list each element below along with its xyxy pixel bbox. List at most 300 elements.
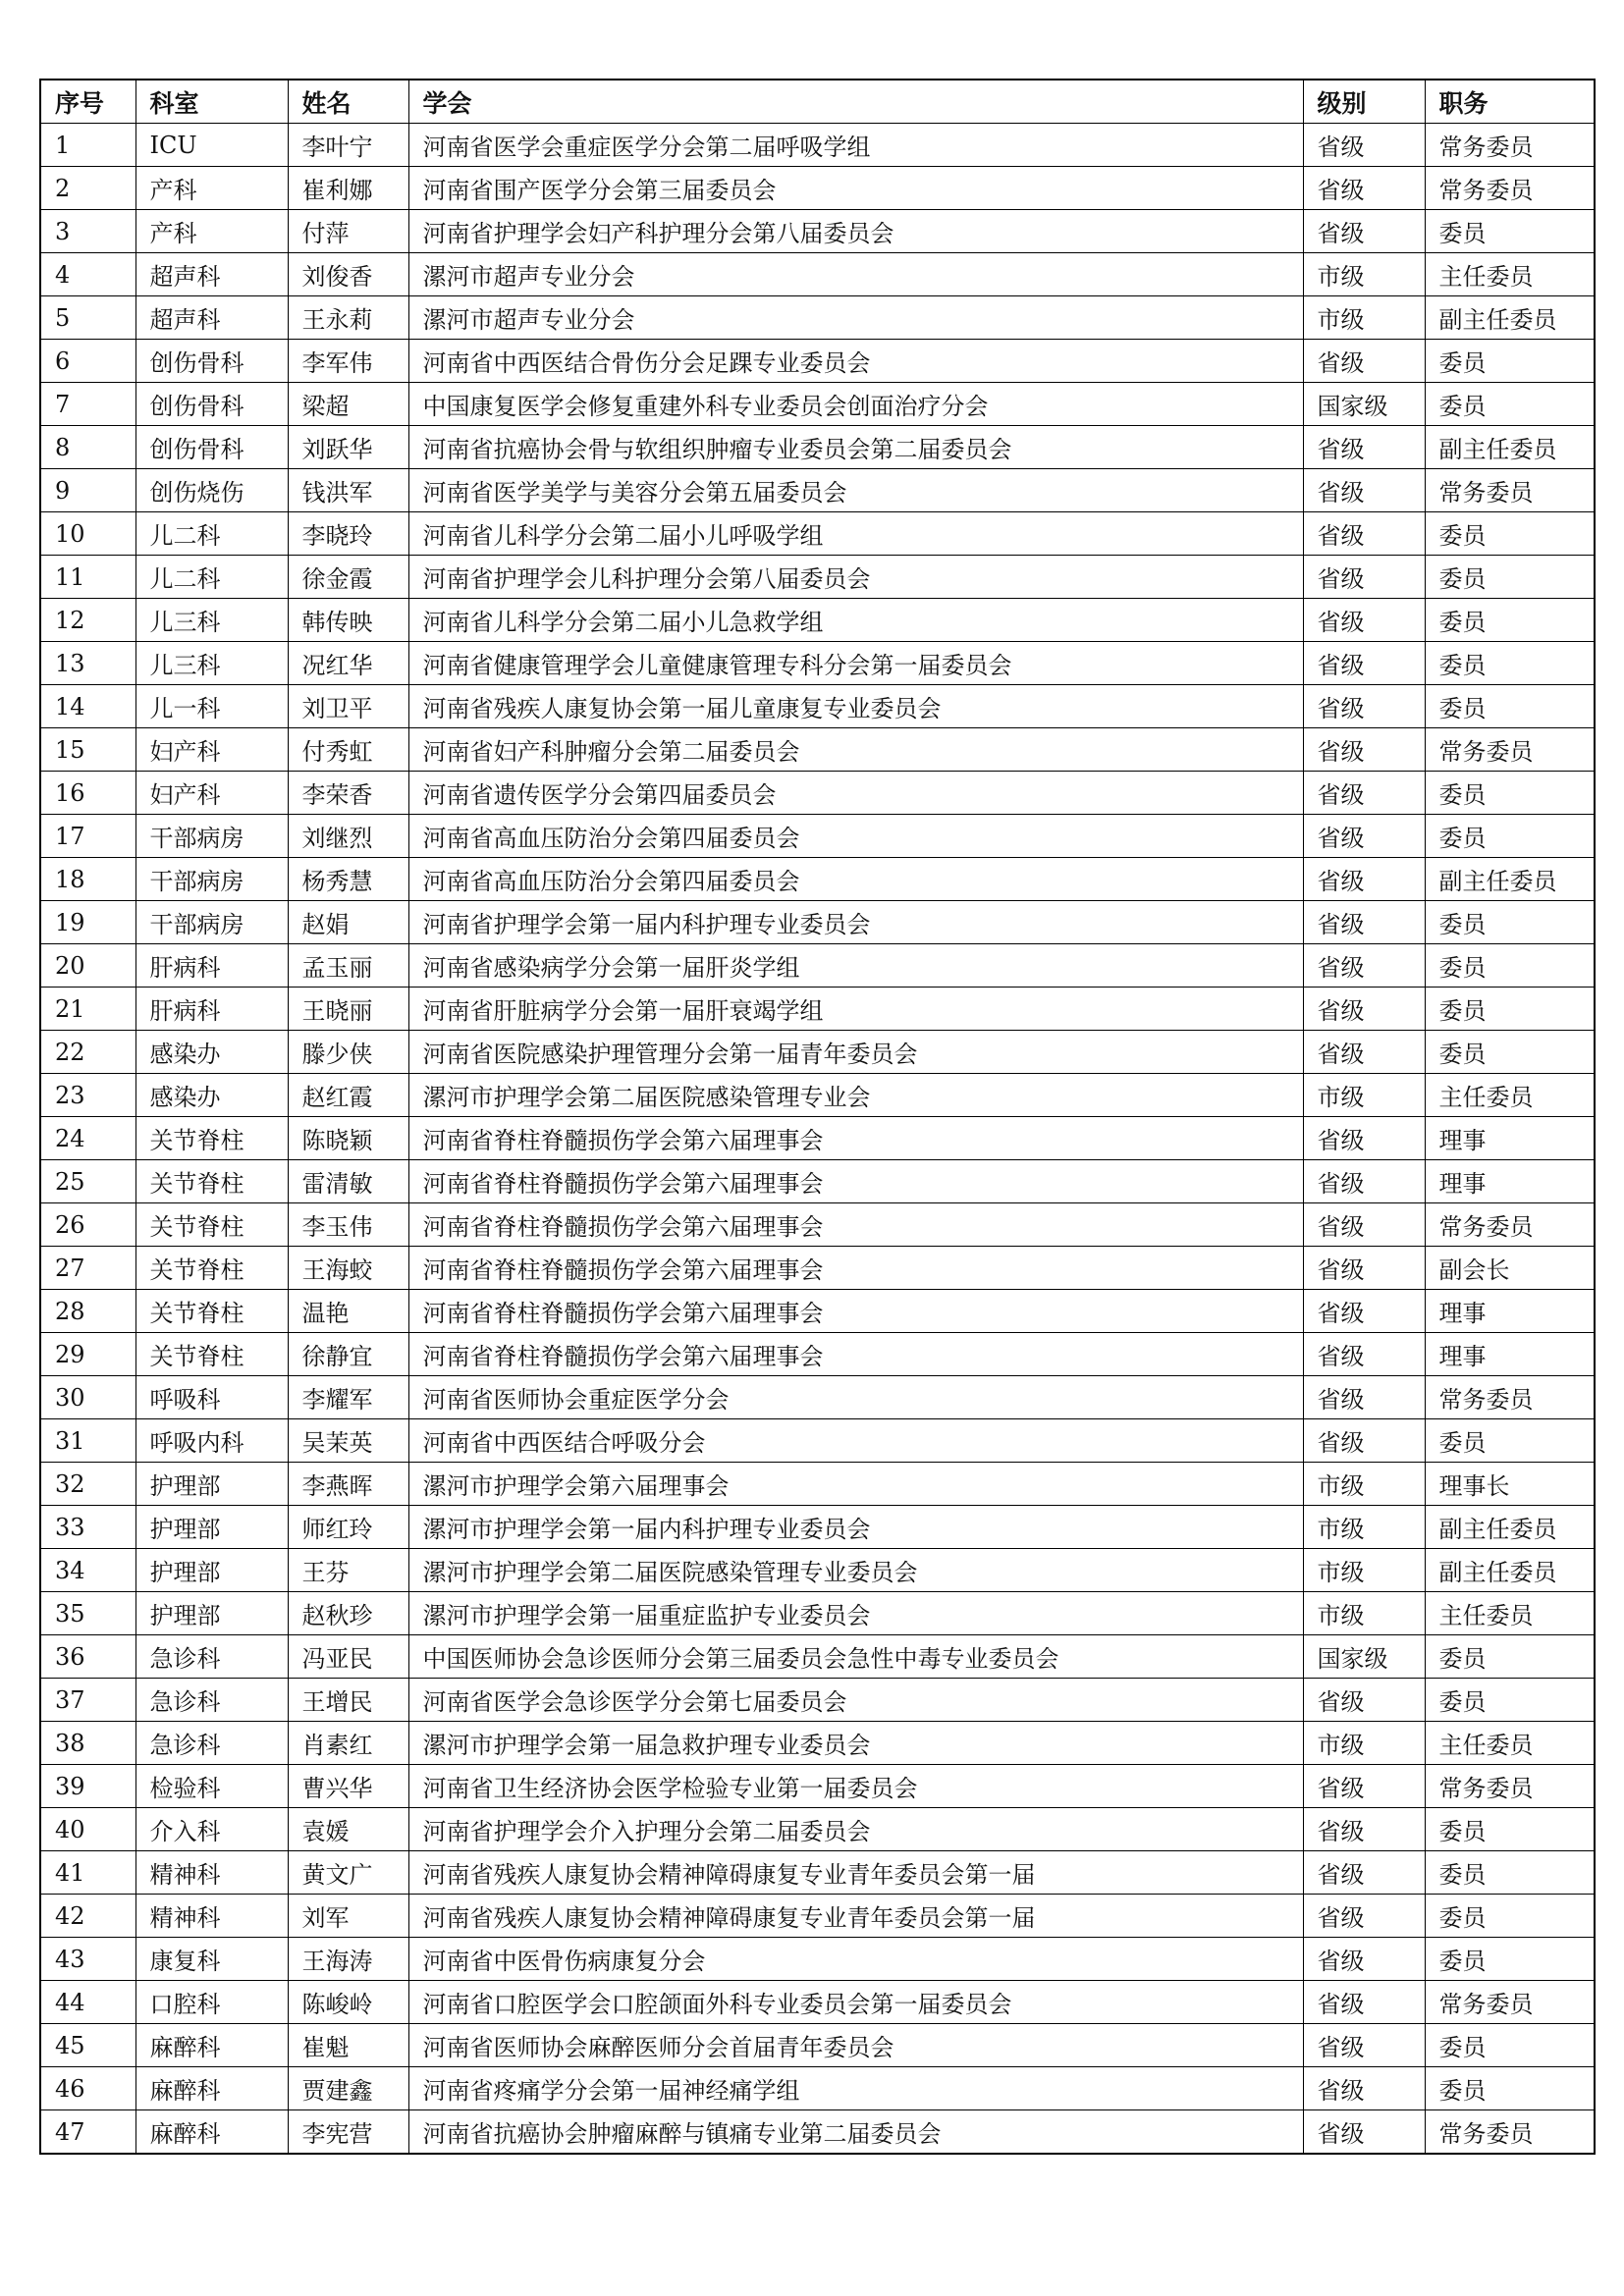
cell-index: 13 [40,642,135,685]
cell-index: 26 [40,1203,135,1247]
cell-society: 河南省脊柱脊髓损伤学会第六届理事会 [408,1160,1303,1203]
cell-society: 河南省健康管理学会儿童健康管理专科分会第一届委员会 [408,642,1303,685]
table-row [40,1895,1595,1938]
table-row [40,340,1595,383]
cell-department: 创伤骨科 [135,340,288,383]
cell-name: 李玉伟 [288,1203,408,1247]
cell-name: 李耀军 [288,1376,408,1419]
table-row [40,772,1595,815]
cell-level: 省级 [1303,469,1425,512]
cell-level: 市级 [1303,253,1425,296]
cell-society: 河南省护理学会介入护理分会第二届委员会 [408,1808,1303,1851]
cell-department: 儿二科 [135,556,288,599]
cell-position: 委员 [1425,1419,1595,1463]
cell-position: 委员 [1425,1808,1595,1851]
cell-index: 19 [40,901,135,944]
cell-level: 省级 [1303,1376,1425,1419]
cell-position: 副主任委员 [1425,1549,1595,1592]
cell-name: 温艳 [288,1290,408,1333]
cell-position: 委员 [1425,2067,1595,2110]
cell-level: 省级 [1303,167,1425,210]
cell-society: 河南省医院感染护理管理分会第一届青年委员会 [408,1031,1303,1074]
cell-index: 10 [40,512,135,556]
table-row [40,2024,1595,2067]
cell-index: 25 [40,1160,135,1203]
cell-name: 刘继烈 [288,815,408,858]
table-row [40,1506,1595,1549]
cell-name: 李燕晖 [288,1463,408,1506]
cell-society: 河南省中西医结合骨伤分会足踝专业委员会 [408,340,1303,383]
cell-society: 漯河市护理学会第一届急救护理专业委员会 [408,1722,1303,1765]
cell-index: 32 [40,1463,135,1506]
membership-table [39,79,1596,2155]
cell-level: 市级 [1303,1722,1425,1765]
cell-level: 省级 [1303,988,1425,1031]
cell-position: 委员 [1425,210,1595,253]
cell-department: 呼吸科 [135,1376,288,1419]
cell-department: 创伤烧伤 [135,469,288,512]
cell-position: 常务委员 [1425,469,1595,512]
cell-index: 1 [40,124,135,167]
cell-society: 中国康复医学会修复重建外科专业委员会创面治疗分会 [408,383,1303,426]
cell-level: 省级 [1303,1333,1425,1376]
cell-society: 河南省中西医结合呼吸分会 [408,1419,1303,1463]
table-row [40,1635,1595,1679]
cell-position: 委员 [1425,1031,1595,1074]
cell-position: 常务委员 [1425,728,1595,772]
cell-position: 委员 [1425,340,1595,383]
cell-level: 省级 [1303,1938,1425,1981]
cell-position: 理事 [1425,1333,1595,1376]
cell-position: 委员 [1425,1635,1595,1679]
cell-position: 委员 [1425,2024,1595,2067]
cell-position: 委员 [1425,901,1595,944]
cell-index: 9 [40,469,135,512]
table-row [40,296,1595,340]
cell-name: 刘俊香 [288,253,408,296]
cell-index: 38 [40,1722,135,1765]
cell-department: 产科 [135,167,288,210]
table-row [40,1376,1595,1419]
cell-society: 河南省遗传医学分会第四届委员会 [408,772,1303,815]
cell-level: 省级 [1303,901,1425,944]
cell-index: 22 [40,1031,135,1074]
cell-position: 委员 [1425,685,1595,728]
cell-level: 省级 [1303,728,1425,772]
table-row [40,469,1595,512]
cell-society: 漯河市护理学会第一届重症监护专业委员会 [408,1592,1303,1635]
cell-index: 3 [40,210,135,253]
cell-name: 李叶宁 [288,124,408,167]
cell-name: 滕少侠 [288,1031,408,1074]
cell-name: 赵红霞 [288,1074,408,1117]
table-row [40,2110,1595,2155]
cell-society: 河南省儿科学分会第二届小儿急救学组 [408,599,1303,642]
cell-society: 漯河市护理学会第一届内科护理专业委员会 [408,1506,1303,1549]
cell-index: 41 [40,1851,135,1895]
cell-index: 28 [40,1290,135,1333]
cell-society: 河南省脊柱脊髓损伤学会第六届理事会 [408,1333,1303,1376]
cell-index: 8 [40,426,135,469]
cell-position: 常务委员 [1425,124,1595,167]
cell-department: 护理部 [135,1592,288,1635]
cell-index: 46 [40,2067,135,2110]
cell-name: 赵秋珍 [288,1592,408,1635]
cell-society: 河南省残疾人康复协会精神障碍康复专业青年委员会第一届 [408,1851,1303,1895]
cell-position: 委员 [1425,1851,1595,1895]
cell-level: 省级 [1303,599,1425,642]
table-row [40,642,1595,685]
cell-position: 委员 [1425,383,1595,426]
cell-society: 河南省护理学会妇产科护理分会第八届委员会 [408,210,1303,253]
header-level: 级别 [1303,80,1425,124]
cell-index: 40 [40,1808,135,1851]
cell-level: 市级 [1303,1506,1425,1549]
cell-index: 11 [40,556,135,599]
cell-name: 冯亚民 [288,1635,408,1679]
cell-name: 刘跃华 [288,426,408,469]
cell-position: 主任委员 [1425,1722,1595,1765]
cell-society: 漯河市护理学会第二届医院感染管理专业委员会 [408,1549,1303,1592]
cell-society: 河南省医学会重症医学分会第二届呼吸学组 [408,124,1303,167]
cell-level: 省级 [1303,1247,1425,1290]
cell-position: 委员 [1425,1938,1595,1981]
table-row [40,1549,1595,1592]
cell-society: 河南省疼痛学分会第一届神经痛学组 [408,2067,1303,2110]
cell-name: 王芬 [288,1549,408,1592]
table-row [40,1247,1595,1290]
cell-position: 委员 [1425,815,1595,858]
cell-department: 儿二科 [135,512,288,556]
cell-position: 委员 [1425,512,1595,556]
cell-index: 39 [40,1765,135,1808]
cell-position: 委员 [1425,642,1595,685]
cell-name: 陈峻岭 [288,1981,408,2024]
cell-level: 国家级 [1303,383,1425,426]
cell-name: 李宪营 [288,2110,408,2155]
cell-index: 29 [40,1333,135,1376]
table-row [40,1074,1595,1117]
cell-society: 河南省医师协会重症医学分会 [408,1376,1303,1419]
cell-name: 崔利娜 [288,167,408,210]
header-position: 职务 [1425,80,1595,124]
cell-department: 感染办 [135,1031,288,1074]
cell-index: 33 [40,1506,135,1549]
cell-level: 省级 [1303,1679,1425,1722]
cell-level: 省级 [1303,124,1425,167]
table-row [40,1333,1595,1376]
cell-name: 韩传映 [288,599,408,642]
cell-position: 委员 [1425,599,1595,642]
table-row [40,2067,1595,2110]
cell-name: 刘军 [288,1895,408,1938]
cell-name: 付萍 [288,210,408,253]
cell-index: 34 [40,1549,135,1592]
cell-position: 副主任委员 [1425,296,1595,340]
cell-society: 河南省肝脏病学分会第一届肝衰竭学组 [408,988,1303,1031]
table-body [40,124,1595,2155]
cell-department: 干部病房 [135,901,288,944]
cell-level: 省级 [1303,1290,1425,1333]
cell-society: 河南省医学美学与美容分会第五届委员会 [408,469,1303,512]
cell-name: 黄文广 [288,1851,408,1895]
cell-position: 主任委员 [1425,1592,1595,1635]
cell-position: 理事长 [1425,1463,1595,1506]
cell-position: 常务委员 [1425,1981,1595,2024]
cell-level: 省级 [1303,512,1425,556]
table-row [40,599,1595,642]
cell-name: 李军伟 [288,340,408,383]
cell-name: 袁媛 [288,1808,408,1851]
table-row [40,1419,1595,1463]
table-row [40,1938,1595,1981]
cell-name: 王海蛟 [288,1247,408,1290]
cell-name: 孟玉丽 [288,944,408,988]
table-row [40,253,1595,296]
table-row [40,167,1595,210]
cell-level: 省级 [1303,210,1425,253]
table-row [40,124,1595,167]
cell-index: 24 [40,1117,135,1160]
cell-index: 16 [40,772,135,815]
cell-society: 河南省中医骨伤病康复分会 [408,1938,1303,1981]
cell-name: 曹兴华 [288,1765,408,1808]
cell-name: 徐静宜 [288,1333,408,1376]
table-row [40,1765,1595,1808]
cell-society: 漯河市护理学会第二届医院感染管理专业会 [408,1074,1303,1117]
cell-name: 付秀虹 [288,728,408,772]
cell-department: 口腔科 [135,1981,288,2024]
cell-level: 市级 [1303,1074,1425,1117]
cell-position: 常务委员 [1425,1203,1595,1247]
cell-department: 感染办 [135,1074,288,1117]
cell-department: 超声科 [135,296,288,340]
cell-name: 王晓丽 [288,988,408,1031]
cell-society: 河南省护理学会儿科护理分会第八届委员会 [408,556,1303,599]
cell-department: 急诊科 [135,1722,288,1765]
table-row [40,988,1595,1031]
cell-society: 河南省抗癌协会肿瘤麻醉与镇痛专业第二届委员会 [408,2110,1303,2155]
cell-society: 河南省口腔医学会口腔颌面外科专业委员会第一届委员会 [408,1981,1303,2024]
cell-level: 省级 [1303,1895,1425,1938]
cell-position: 常务委员 [1425,1765,1595,1808]
cell-department: 超声科 [135,253,288,296]
cell-department: 创伤骨科 [135,383,288,426]
table-row [40,685,1595,728]
cell-index: 42 [40,1895,135,1938]
cell-department: ICU [135,124,288,167]
cell-level: 省级 [1303,1419,1425,1463]
header-name: 姓名 [288,80,408,124]
cell-level: 市级 [1303,296,1425,340]
cell-society: 河南省高血压防治分会第四届委员会 [408,858,1303,901]
cell-department: 妇产科 [135,728,288,772]
cell-position: 副主任委员 [1425,426,1595,469]
cell-department: 关节脊柱 [135,1247,288,1290]
cell-department: 儿一科 [135,685,288,728]
cell-index: 17 [40,815,135,858]
table-row [40,1722,1595,1765]
cell-index: 30 [40,1376,135,1419]
cell-department: 肝病科 [135,944,288,988]
cell-department: 急诊科 [135,1635,288,1679]
cell-level: 省级 [1303,1031,1425,1074]
cell-department: 关节脊柱 [135,1290,288,1333]
table-row [40,383,1595,426]
cell-department: 儿三科 [135,599,288,642]
cell-level: 省级 [1303,685,1425,728]
cell-department: 精神科 [135,1895,288,1938]
cell-name: 钱洪军 [288,469,408,512]
cell-position: 常务委员 [1425,1376,1595,1419]
cell-department: 呼吸内科 [135,1419,288,1463]
cell-society: 漯河市超声专业分会 [408,296,1303,340]
table-row [40,1031,1595,1074]
cell-index: 4 [40,253,135,296]
table-row [40,1203,1595,1247]
cell-name: 肖素红 [288,1722,408,1765]
cell-society: 河南省残疾人康复协会第一届儿童康复专业委员会 [408,685,1303,728]
cell-position: 主任委员 [1425,1074,1595,1117]
cell-society: 河南省卫生经济协会医学检验专业第一届委员会 [408,1765,1303,1808]
cell-level: 省级 [1303,426,1425,469]
cell-level: 市级 [1303,1463,1425,1506]
cell-position: 委员 [1425,556,1595,599]
cell-position: 理事 [1425,1117,1595,1160]
table-row [40,815,1595,858]
cell-department: 关节脊柱 [135,1333,288,1376]
cell-position: 理事 [1425,1290,1595,1333]
cell-level: 省级 [1303,642,1425,685]
cell-name: 雷清敏 [288,1160,408,1203]
table-row [40,944,1595,988]
cell-department: 急诊科 [135,1679,288,1722]
cell-society: 河南省围产医学分会第三届委员会 [408,167,1303,210]
cell-department: 妇产科 [135,772,288,815]
table-row [40,1981,1595,2024]
cell-level: 省级 [1303,1160,1425,1203]
cell-name: 徐金霞 [288,556,408,599]
cell-index: 12 [40,599,135,642]
cell-society: 河南省医学会急诊医学分会第七届委员会 [408,1679,1303,1722]
cell-department: 关节脊柱 [135,1203,288,1247]
cell-position: 委员 [1425,944,1595,988]
table-header-row [40,80,1595,124]
cell-department: 麻醉科 [135,2110,288,2155]
cell-society: 河南省护理学会第一届内科护理专业委员会 [408,901,1303,944]
cell-position: 委员 [1425,988,1595,1031]
cell-level: 省级 [1303,556,1425,599]
table-row [40,1679,1595,1722]
cell-society: 河南省儿科学分会第二届小儿呼吸学组 [408,512,1303,556]
cell-level: 省级 [1303,858,1425,901]
cell-index: 37 [40,1679,135,1722]
cell-level: 省级 [1303,772,1425,815]
cell-level: 市级 [1303,1592,1425,1635]
cell-name: 王永莉 [288,296,408,340]
cell-index: 23 [40,1074,135,1117]
cell-level: 省级 [1303,1117,1425,1160]
cell-society: 河南省医师协会麻醉医师分会首届青年委员会 [408,2024,1303,2067]
cell-department: 产科 [135,210,288,253]
cell-society: 河南省抗癌协会骨与软组织肿瘤专业委员会第二届委员会 [408,426,1303,469]
cell-index: 44 [40,1981,135,2024]
table-row [40,1117,1595,1160]
cell-department: 干部病房 [135,858,288,901]
cell-department: 护理部 [135,1549,288,1592]
cell-department: 康复科 [135,1938,288,1981]
cell-society: 中国医师协会急诊医师分会第三届委员会急性中毒专业委员会 [408,1635,1303,1679]
cell-level: 省级 [1303,2024,1425,2067]
cell-position: 副会长 [1425,1247,1595,1290]
cell-index: 7 [40,383,135,426]
cell-level: 省级 [1303,1765,1425,1808]
cell-position: 委员 [1425,772,1595,815]
cell-name: 王增民 [288,1679,408,1722]
cell-society: 河南省脊柱脊髓损伤学会第六届理事会 [408,1290,1303,1333]
cell-index: 21 [40,988,135,1031]
cell-society: 河南省残疾人康复协会精神障碍康复专业青年委员会第一届 [408,1895,1303,1938]
cell-department: 检验科 [135,1765,288,1808]
cell-level: 市级 [1303,1549,1425,1592]
cell-name: 赵娟 [288,901,408,944]
cell-name: 李晓玲 [288,512,408,556]
cell-index: 45 [40,2024,135,2067]
header-society: 学会 [408,80,1303,124]
cell-index: 18 [40,858,135,901]
cell-level: 国家级 [1303,1635,1425,1679]
cell-index: 2 [40,167,135,210]
cell-position: 委员 [1425,1679,1595,1722]
cell-society: 河南省感染病学分会第一届肝炎学组 [408,944,1303,988]
cell-department: 肝病科 [135,988,288,1031]
cell-name: 吴茉英 [288,1419,408,1463]
table-row [40,556,1595,599]
cell-position: 理事 [1425,1160,1595,1203]
cell-index: 20 [40,944,135,988]
cell-level: 省级 [1303,944,1425,988]
cell-position: 副主任委员 [1425,858,1595,901]
cell-name: 杨秀慧 [288,858,408,901]
cell-level: 省级 [1303,2110,1425,2155]
table-row [40,858,1595,901]
cell-name: 王海涛 [288,1938,408,1981]
cell-level: 省级 [1303,1981,1425,2024]
cell-index: 47 [40,2110,135,2155]
cell-society: 河南省脊柱脊髓损伤学会第六届理事会 [408,1247,1303,1290]
table-row [40,1592,1595,1635]
cell-index: 31 [40,1419,135,1463]
cell-name: 刘卫平 [288,685,408,728]
cell-department: 护理部 [135,1463,288,1506]
cell-society: 漯河市超声专业分会 [408,253,1303,296]
cell-position: 常务委员 [1425,167,1595,210]
cell-name: 崔魁 [288,2024,408,2067]
table-row [40,512,1595,556]
cell-society: 河南省高血压防治分会第四届委员会 [408,815,1303,858]
cell-position: 主任委员 [1425,253,1595,296]
cell-index: 5 [40,296,135,340]
cell-index: 35 [40,1592,135,1635]
cell-index: 36 [40,1635,135,1679]
header-index: 序号 [40,80,135,124]
cell-department: 护理部 [135,1506,288,1549]
cell-society: 漯河市护理学会第六届理事会 [408,1463,1303,1506]
cell-department: 创伤骨科 [135,426,288,469]
cell-level: 省级 [1303,340,1425,383]
cell-department: 儿三科 [135,642,288,685]
cell-level: 省级 [1303,1851,1425,1895]
